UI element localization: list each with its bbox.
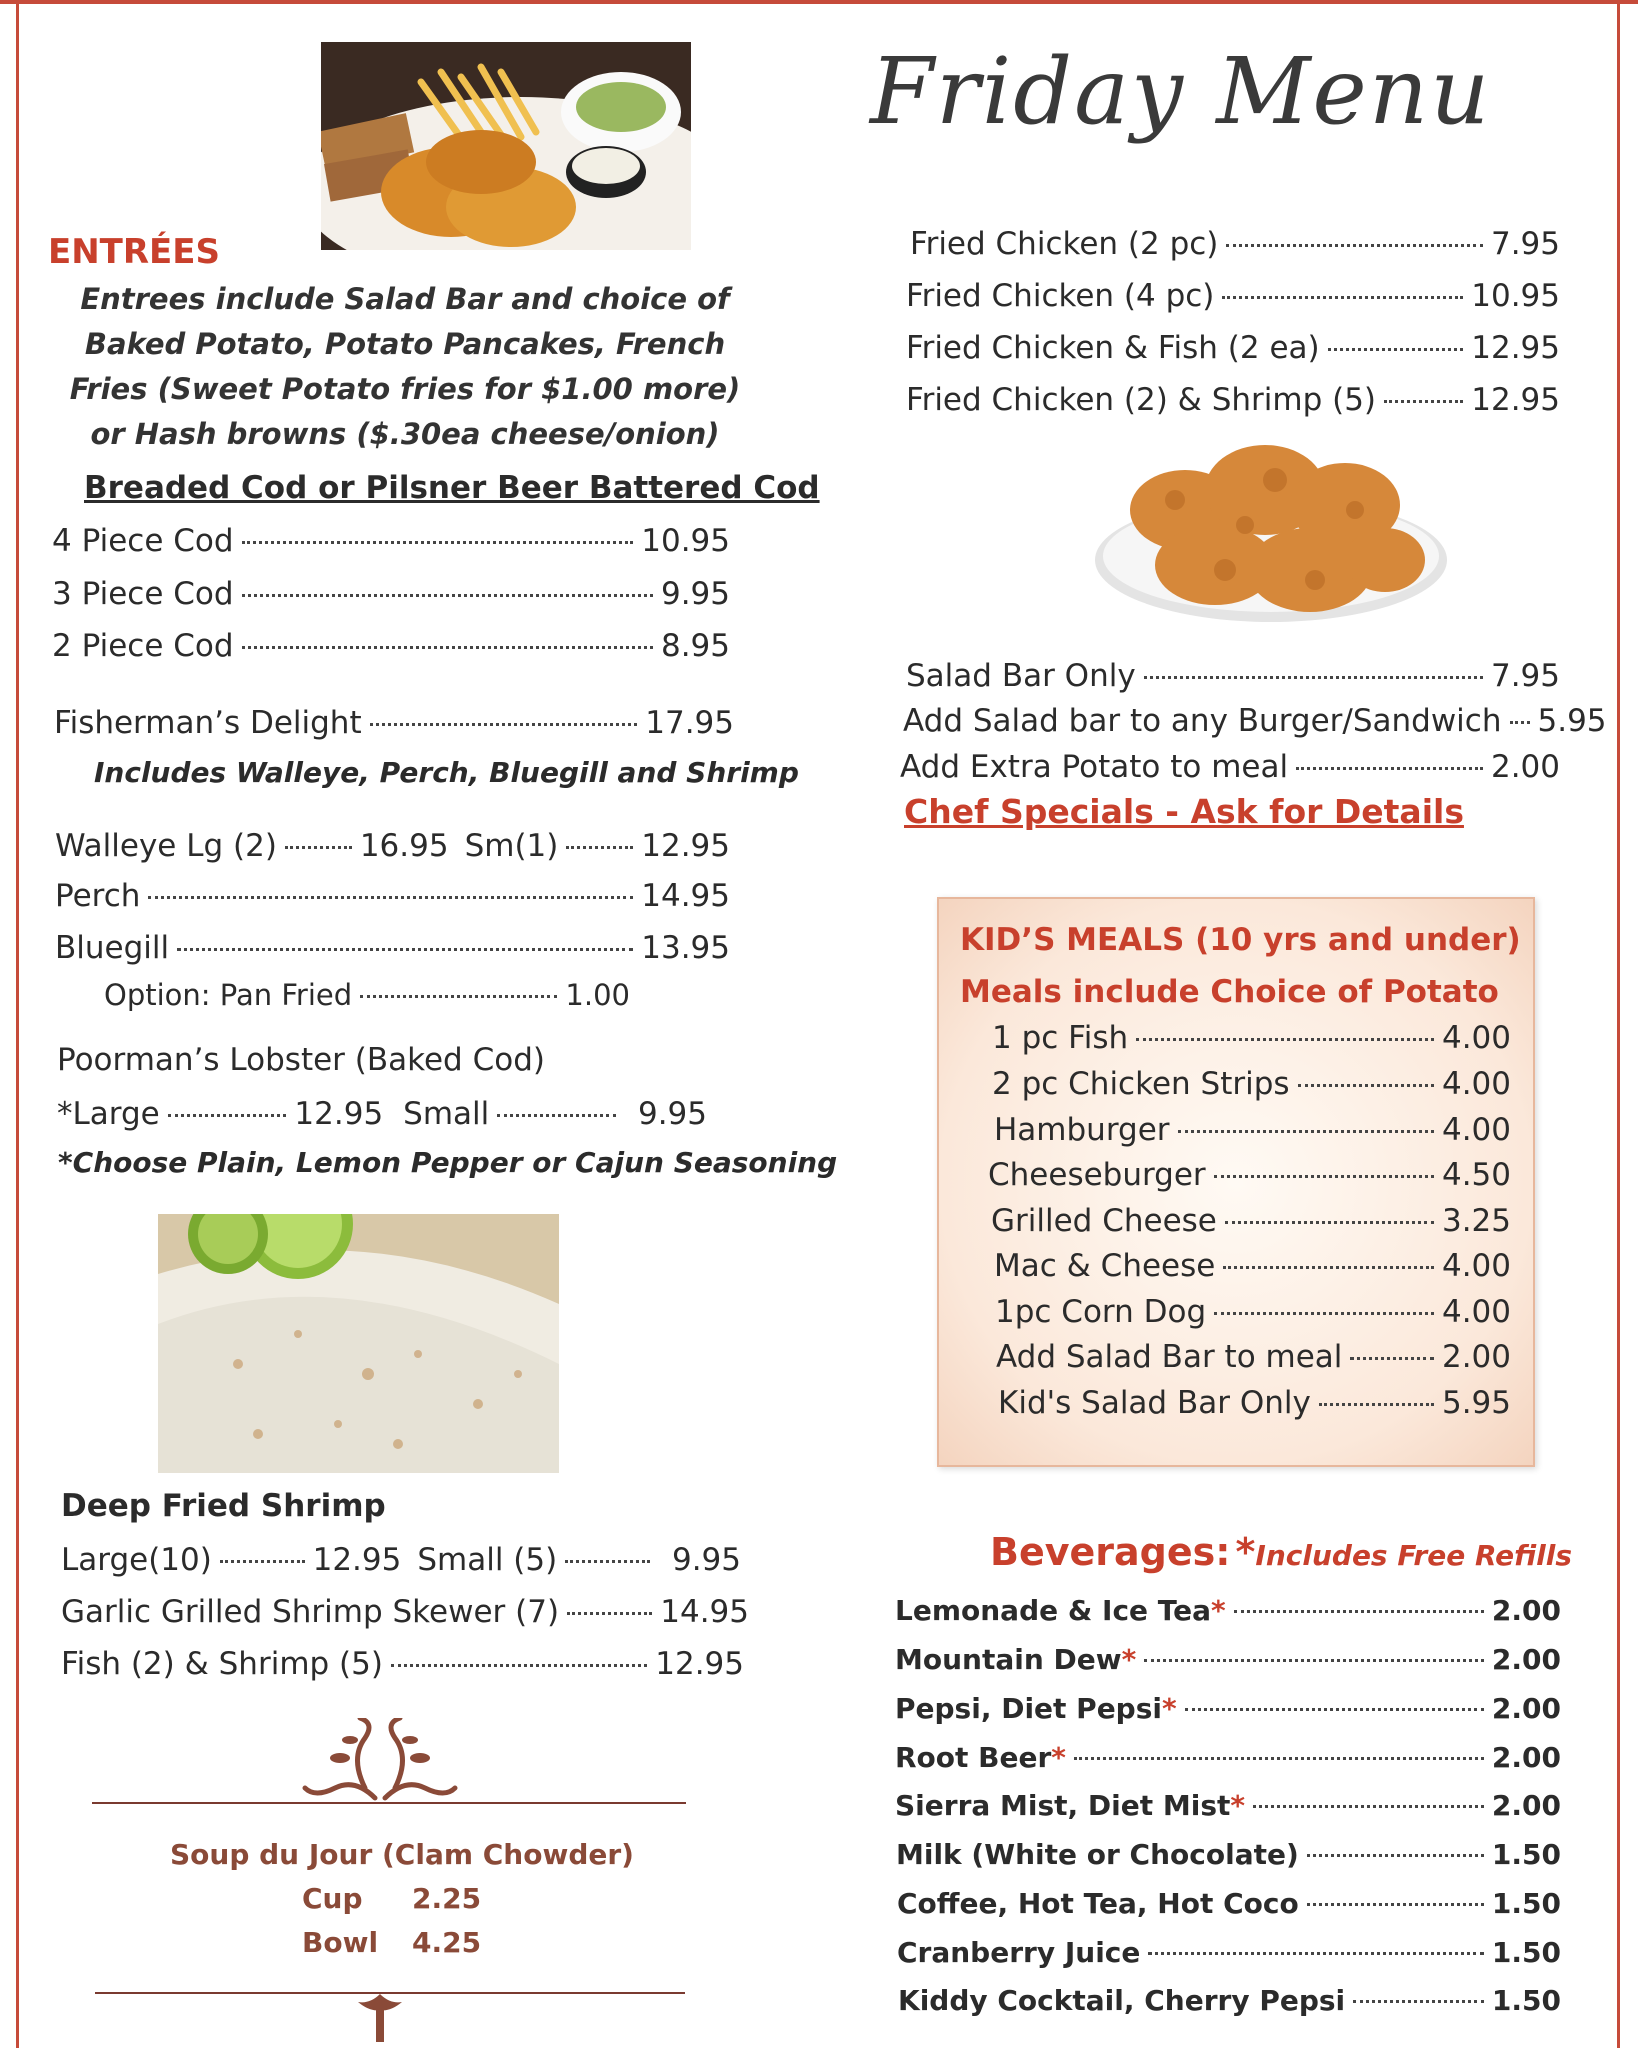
fish-and-chips-photo bbox=[321, 42, 691, 250]
menu-item bbox=[52, 523, 730, 559]
refill-star: * bbox=[1051, 1741, 1066, 1774]
beverage-item bbox=[897, 1887, 1561, 1920]
item-price: 4.00 bbox=[1441, 1294, 1511, 1330]
item-label: Hamburger bbox=[994, 1112, 1170, 1148]
kids-heading: KID’S MEALS (10 yrs and under) bbox=[960, 922, 1521, 958]
menu-item-walleye bbox=[55, 828, 730, 864]
item-label: Root Beer bbox=[895, 1741, 1052, 1774]
page-title: Friday Menu bbox=[870, 38, 1492, 145]
menu-item-chicken bbox=[906, 382, 1560, 418]
item-price: 1.50 bbox=[1491, 1936, 1561, 1969]
menu-item-salad bbox=[906, 658, 1560, 694]
refill-star: * bbox=[1121, 1643, 1137, 1676]
item-label: Fried Chicken (2 pc) bbox=[910, 226, 1219, 262]
soup-bowl-price: 4.25 bbox=[412, 1926, 482, 1959]
kids-item bbox=[994, 1248, 1511, 1284]
menu-item-fish-shrimp bbox=[61, 1646, 744, 1682]
item-price: 4.00 bbox=[1441, 1248, 1511, 1284]
item-label: Fish (2) & Shrimp (5) bbox=[61, 1646, 383, 1682]
item-label: Bluegill bbox=[55, 930, 170, 966]
item-label: Kiddy Cocktail, Cherry Pepsi bbox=[898, 1984, 1346, 2017]
item-label-small: Small (5) bbox=[417, 1542, 558, 1578]
item-price: 17.95 bbox=[645, 705, 734, 741]
item-label: Large(10) bbox=[61, 1542, 212, 1578]
fisherman-note: Includes Walleye, Perch, Bluegill and Shrimp bbox=[94, 756, 799, 789]
item-label: 3 Piece Cod bbox=[52, 576, 234, 612]
soup-bowl-label: Bowl bbox=[302, 1926, 379, 1959]
beverage-item bbox=[895, 1594, 1561, 1627]
item-label: Add Salad bar to any Burger/Sandwich bbox=[903, 703, 1502, 739]
kids-subheading: Meals include Choice of Potato bbox=[960, 974, 1499, 1010]
item-label: Lemonade & Ice Tea bbox=[895, 1594, 1212, 1627]
item-label-small: Small bbox=[403, 1096, 490, 1132]
item-label: 2 Piece Cod bbox=[52, 628, 234, 664]
beverage-item bbox=[895, 1643, 1561, 1676]
item-price: 12.95 bbox=[294, 1096, 384, 1132]
divider-line bbox=[92, 1802, 686, 1804]
kids-item bbox=[991, 1203, 1511, 1239]
item-price: 4.00 bbox=[1441, 1112, 1511, 1148]
item-price: 12.95 bbox=[1471, 330, 1560, 366]
item-label: Pepsi, Diet Pepsi bbox=[895, 1692, 1162, 1725]
item-label: Cranberry Juice bbox=[897, 1936, 1141, 1969]
item-price: 16.95 bbox=[359, 828, 449, 864]
menu-item-salad bbox=[903, 703, 1607, 739]
beverages-title: Beverages: bbox=[990, 1530, 1231, 1574]
item-label: Fried Chicken (4 pc) bbox=[906, 278, 1215, 314]
item-price: 5.95 bbox=[1441, 1385, 1511, 1421]
item-price: 4.00 bbox=[1441, 1020, 1511, 1056]
menu-item-poorman-sizes bbox=[57, 1096, 707, 1132]
item-price: 1.00 bbox=[565, 978, 630, 1012]
beverage-item bbox=[898, 1984, 1561, 2017]
cod-heading: Breaded Cod or Pilsner Beer Battered Cod bbox=[84, 470, 820, 506]
menu-item-shrimp-sizes bbox=[61, 1542, 741, 1578]
beverage-item bbox=[896, 1838, 1561, 1871]
menu-item bbox=[52, 576, 730, 612]
entrees-heading: ENTRÉES bbox=[48, 232, 220, 272]
item-price: 4.00 bbox=[1441, 1066, 1511, 1102]
item-price: 14.95 bbox=[641, 878, 730, 914]
menu-item-pan-fried bbox=[104, 978, 630, 1012]
item-label: 1pc Corn Dog bbox=[995, 1294, 1207, 1330]
menu-item-fishermans-delight bbox=[54, 705, 734, 741]
item-label: Fried Chicken (2) & Shrimp (5) bbox=[906, 382, 1377, 418]
item-price-small: 9.95 bbox=[637, 1096, 708, 1132]
beverage-item bbox=[895, 1741, 1561, 1774]
item-label: Add Extra Potato to meal bbox=[900, 749, 1289, 785]
kids-item bbox=[988, 1157, 1511, 1193]
kids-item bbox=[992, 1066, 1511, 1102]
beverage-item bbox=[895, 1692, 1561, 1725]
page-border-right bbox=[1617, 0, 1620, 2048]
beverage-item bbox=[895, 1789, 1561, 1822]
item-price: 12.95 bbox=[655, 1646, 744, 1682]
item-price: 2.00 bbox=[1491, 1594, 1561, 1627]
beverages-note: Includes Free Refills bbox=[1255, 1539, 1572, 1572]
item-label: Mac & Cheese bbox=[994, 1248, 1216, 1284]
item-price: 8.95 bbox=[660, 628, 730, 664]
item-label: Sierra Mist, Diet Mist bbox=[895, 1789, 1231, 1822]
item-label: 1 pc Fish bbox=[992, 1020, 1129, 1056]
item-price: 2.00 bbox=[1491, 1789, 1561, 1822]
item-price: 2.00 bbox=[1491, 1643, 1561, 1676]
chef-specials: Chef Specials - Ask for Details bbox=[904, 792, 1464, 831]
item-price: 12.95 bbox=[1471, 382, 1560, 418]
menu-item-chicken bbox=[906, 330, 1560, 366]
fried-chicken-photo bbox=[1095, 430, 1447, 640]
item-label: Grilled Cheese bbox=[991, 1203, 1217, 1239]
beverage-item bbox=[897, 1936, 1561, 1969]
item-label: Salad Bar Only bbox=[906, 658, 1136, 694]
item-price: 2.00 bbox=[1491, 1692, 1561, 1725]
beverages-heading bbox=[990, 1530, 1572, 1574]
item-price: 10.95 bbox=[641, 523, 730, 559]
menu-item-bluegill bbox=[55, 930, 730, 966]
item-label: Walleye Lg (2) bbox=[55, 828, 277, 864]
item-price: 1.50 bbox=[1491, 1887, 1561, 1920]
item-label: Option: Pan Fried bbox=[104, 978, 353, 1012]
item-price: 2.00 bbox=[1490, 749, 1560, 785]
baked-fish-photo bbox=[158, 1214, 559, 1473]
shrimp-heading: Deep Fried Shrimp bbox=[61, 1488, 386, 1524]
menu-item-chicken bbox=[910, 226, 1560, 262]
menu-item-perch bbox=[55, 878, 730, 914]
ornament-icon bbox=[350, 1994, 410, 2044]
item-price: 2.00 bbox=[1491, 1741, 1561, 1774]
refill-star: * bbox=[1211, 1594, 1226, 1627]
beverages-star: * bbox=[1235, 1530, 1256, 1574]
item-price-small: 12.95 bbox=[641, 828, 730, 864]
kids-item bbox=[992, 1020, 1511, 1056]
item-label: Perch bbox=[55, 878, 141, 914]
page-border-left bbox=[16, 0, 19, 2048]
item-price: 7.95 bbox=[1490, 226, 1560, 262]
page-border-top bbox=[0, 0, 1638, 4]
item-label: Fisherman’s Delight bbox=[54, 705, 362, 741]
item-price-small: 9.95 bbox=[671, 1542, 742, 1578]
menu-item-salad bbox=[900, 749, 1560, 785]
item-label: 4 Piece Cod bbox=[52, 523, 234, 559]
poorman-lobster: Poorman’s Lobster (Baked Cod) bbox=[57, 1042, 545, 1078]
item-label: Milk (White or Chocolate) bbox=[896, 1838, 1299, 1871]
item-price: 2.00 bbox=[1441, 1339, 1511, 1375]
item-label: Cheeseburger bbox=[988, 1157, 1206, 1193]
menu-item-shrimp-skewer bbox=[61, 1594, 749, 1630]
item-label: Add Salad Bar to meal bbox=[996, 1339, 1343, 1375]
item-price: 10.95 bbox=[1471, 278, 1560, 314]
item-label: Fried Chicken & Fish (2 ea) bbox=[906, 330, 1320, 366]
kids-item bbox=[994, 1112, 1511, 1148]
ornament-icon bbox=[295, 1718, 465, 1808]
menu-item bbox=[52, 628, 730, 664]
item-label: Kid's Salad Bar Only bbox=[998, 1385, 1311, 1421]
item-price: 1.50 bbox=[1491, 1838, 1561, 1871]
kids-item bbox=[995, 1294, 1511, 1330]
item-label: *Large bbox=[57, 1096, 160, 1132]
soup-cup-label: Cup bbox=[302, 1882, 363, 1915]
item-price: 13.95 bbox=[641, 930, 730, 966]
item-label-small: Sm(1) bbox=[464, 828, 559, 864]
item-label: 2 pc Chicken Strips bbox=[992, 1066, 1290, 1102]
item-price: 14.95 bbox=[660, 1594, 749, 1630]
item-label: Mountain Dew bbox=[895, 1643, 1122, 1676]
item-price: 1.50 bbox=[1491, 1984, 1561, 2017]
item-price: 12.95 bbox=[312, 1542, 402, 1578]
kids-item bbox=[996, 1339, 1511, 1375]
item-price: 3.25 bbox=[1441, 1203, 1511, 1239]
kids-item bbox=[998, 1385, 1511, 1421]
refill-star: * bbox=[1161, 1692, 1177, 1725]
item-label: Garlic Grilled Shrimp Skewer (7) bbox=[61, 1594, 560, 1630]
item-price: 4.50 bbox=[1441, 1157, 1511, 1193]
menu-item-chicken bbox=[906, 278, 1560, 314]
poorman-note: *Choose Plain, Lemon Pepper or Cajun Seasoning bbox=[58, 1146, 838, 1179]
soup-cup-price: 2.25 bbox=[412, 1882, 482, 1915]
item-price: 7.95 bbox=[1490, 658, 1560, 694]
soup-title: Soup du Jour (Clam Chowder) bbox=[170, 1838, 634, 1871]
item-label: Coffee, Hot Tea, Hot Coco bbox=[897, 1887, 1299, 1920]
item-price: 5.95 bbox=[1537, 703, 1607, 739]
refill-star: * bbox=[1230, 1789, 1246, 1822]
entrees-description: Entrees include Salad Bar and choice of Baked Potato, Potato Pancakes, French Fries (Sweet Potato fries for $1.00 more) or Hash browns ($.30ea cheese/onion) bbox=[69, 282, 741, 451]
item-price: 9.95 bbox=[660, 576, 730, 612]
